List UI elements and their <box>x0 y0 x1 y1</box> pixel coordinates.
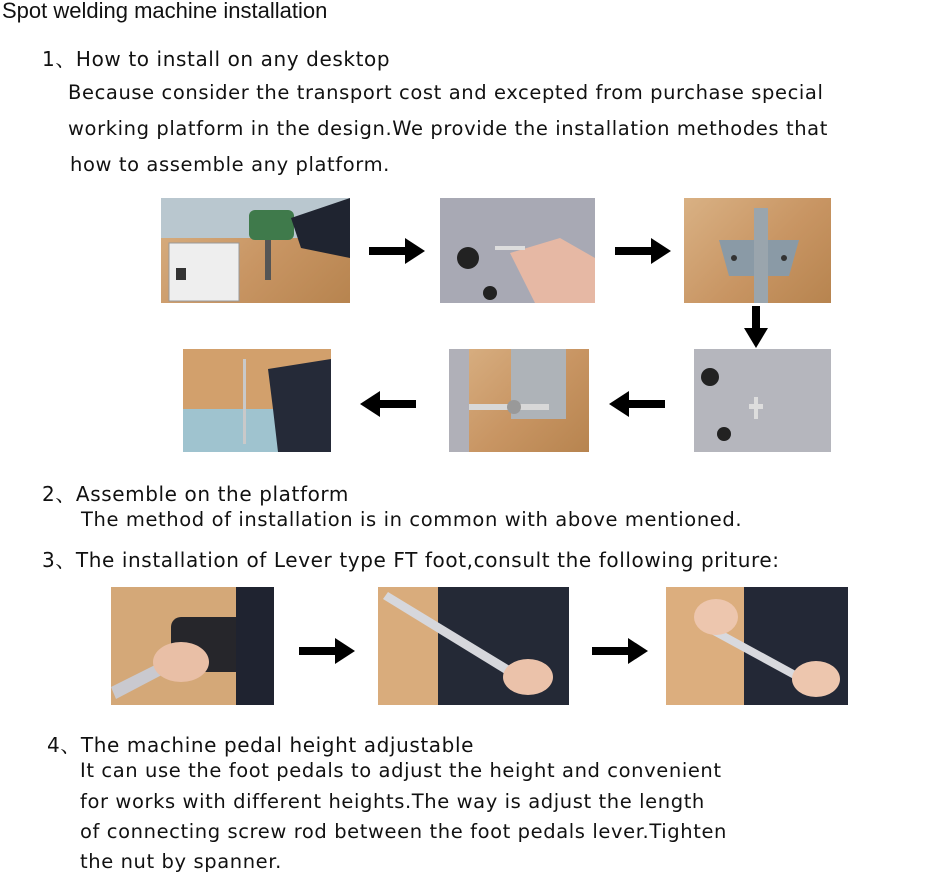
arrow-left-icon <box>609 391 665 417</box>
arrow-right-icon <box>369 238 425 264</box>
photo-screw-under-board <box>440 198 595 303</box>
arrow-right-icon <box>299 638 355 664</box>
arrow-left-icon <box>360 391 416 417</box>
section-3-heading: 3、The installation of Lever type FT foot,consult the following priture: <box>42 548 780 572</box>
photo-bracket-mounted <box>684 198 831 303</box>
section-4-heading: 4、The machine pedal height adjustable <box>47 733 475 757</box>
photo-board-underside <box>694 349 831 452</box>
photo-lever-rod-insert <box>378 587 569 705</box>
photo-person-pedal-rod <box>183 349 331 452</box>
arrow-right-icon <box>592 638 648 664</box>
section-2-heading: 2、Assemble on the platform <box>42 482 349 506</box>
section-4-text-line: the nut by spanner. <box>80 850 282 873</box>
page-title: Spot welding machine installation <box>2 0 328 23</box>
arrow-right-icon <box>615 238 671 264</box>
photo-drilling-machine-base <box>161 198 350 303</box>
photo-rod-connection <box>449 349 589 452</box>
arrow-down-icon <box>744 306 768 348</box>
section-4-text-line: It can use the foot pedals to adjust the height and convenient <box>80 759 722 782</box>
section-4-text-line: for works with different heights.The way is adjust the length <box>80 790 705 813</box>
section-2-text-line: The method of installation is in common with above mentioned. <box>81 508 743 531</box>
section-1-text-line: Because consider the transport cost and excepted from purchase special <box>68 81 824 104</box>
photo-lever-rod-tighten <box>666 587 848 705</box>
section-1-heading: 1、How to install on any desktop <box>42 47 391 71</box>
section-4-text-line: of connecting screw rod between the foot pedals lever.Tighten <box>80 820 728 843</box>
section-1-text-line: how to assemble any platform. <box>70 153 390 176</box>
section-1-text-line: working platform in the design.We provide the installation methodes that <box>68 117 828 140</box>
photo-pedal-in-hands <box>111 587 274 705</box>
